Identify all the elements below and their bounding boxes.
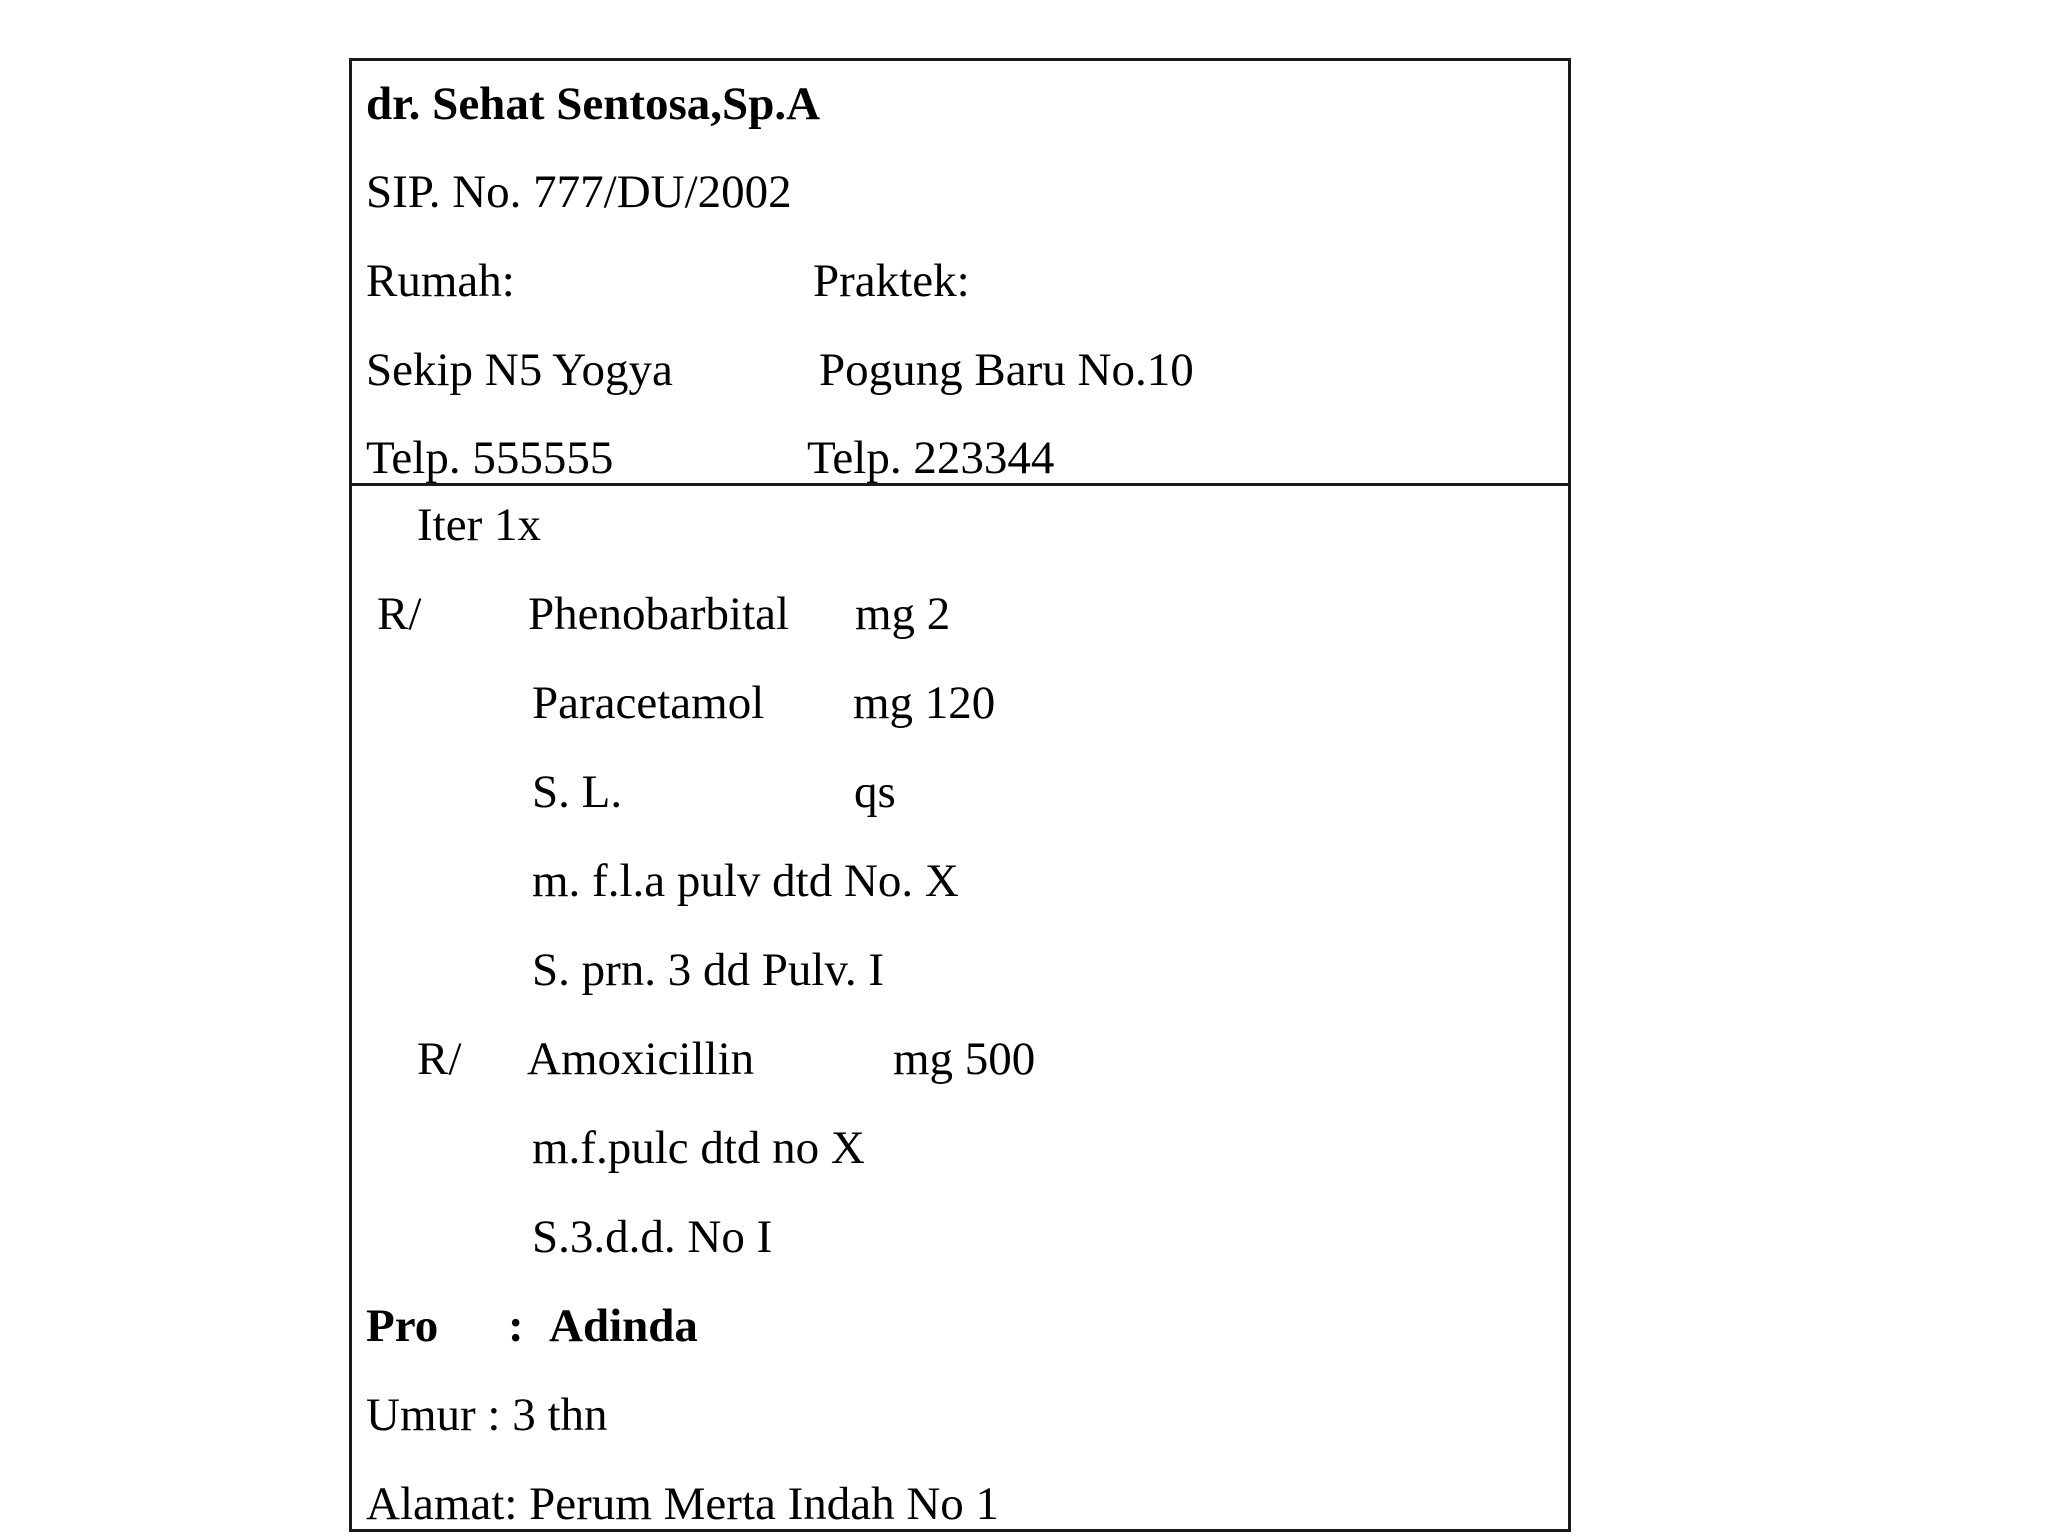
- ingredient-name: Amoxicillin: [527, 1033, 755, 1085]
- patient-pro-separator: :: [508, 1300, 524, 1352]
- prescription-card: [349, 58, 1571, 1532]
- home-address: Sekip N5 Yogya: [366, 344, 673, 396]
- ingredient-amount: mg 500: [893, 1033, 1036, 1085]
- dosage-instruction: S. prn. 3 dd Pulv. I: [532, 944, 885, 996]
- ingredient-name: S. L.: [532, 766, 623, 818]
- ingredient-amount: mg 2: [855, 588, 951, 640]
- home-label: Rumah:: [366, 255, 515, 307]
- ingredient-amount: mg 120: [853, 677, 996, 729]
- patient-age: Umur : 3 thn: [366, 1389, 608, 1441]
- ingredient-name: Paracetamol: [532, 677, 765, 729]
- doctor-name: dr. Sehat Sentosa,Sp.A: [366, 78, 821, 130]
- home-phone: Telp. 555555: [366, 432, 614, 484]
- iter-note: Iter 1x: [417, 499, 541, 551]
- ingredient-amount: qs: [854, 766, 896, 818]
- sip-number: SIP. No. 777/DU/2002: [366, 166, 792, 218]
- recipe-symbol: R/: [417, 1033, 462, 1085]
- patient-address: Alamat: Perum Merta Indah No 1: [366, 1478, 1000, 1530]
- practice-address: Pogung Baru No.10: [819, 344, 1194, 396]
- ingredient-name: Phenobarbital: [528, 588, 790, 640]
- header-divider: [352, 483, 1568, 486]
- practice-label: Praktek:: [813, 255, 970, 307]
- practice-phone: Telp. 223344: [807, 432, 1055, 484]
- compounding-instruction: m.f.pulc dtd no X: [532, 1122, 865, 1174]
- recipe-symbol: R/: [377, 588, 422, 640]
- patient-name: Adinda: [549, 1300, 698, 1352]
- dosage-instruction: S.3.d.d. No I: [532, 1211, 773, 1263]
- patient-pro-label: Pro: [366, 1300, 439, 1352]
- compounding-instruction: m. f.l.a pulv dtd No. X: [532, 855, 959, 907]
